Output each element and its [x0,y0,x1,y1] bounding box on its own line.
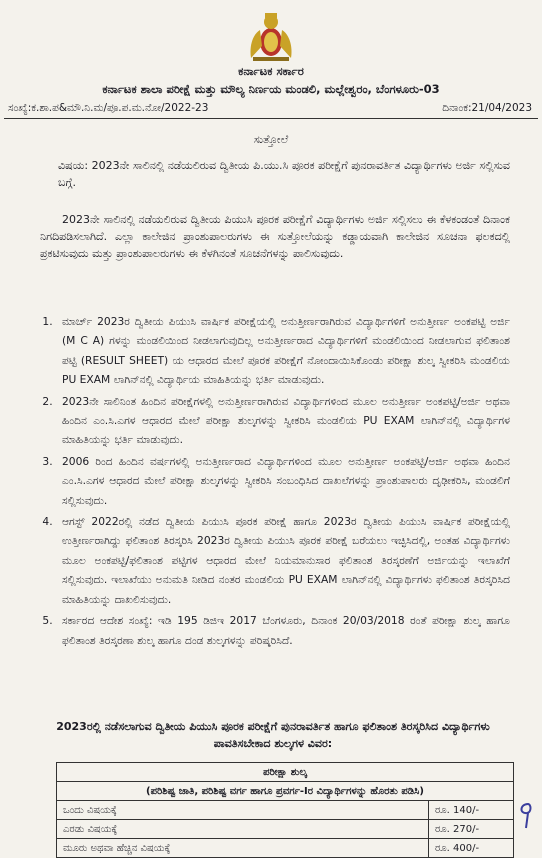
fee-label: ಎರಡು ವಿಷಯಕ್ಕೆ [57,820,429,839]
fee-amount: ರೂ. 270/- [429,820,514,839]
circular-date: ದಿನಾಂಕ:21/04/2023 [442,102,532,114]
instruction-list [0,312,510,652]
circular-title: ಸುತ್ತೋಲೆ [253,133,289,146]
fee-label: ಮೂರು ಅಥವಾ ಹೆಚ್ಚಿನ ವಿಷಯಕ್ಕೆ [57,839,429,858]
subject-line: ವಿಷಯ: 2023ನೇ ಸಾಲಿನಲ್ಲಿ ನಡೆಯಲಿರುವ ದ್ವಿತೀಯ ಪಿ.ಯು.ಸಿ ಪೂರಕ ಪರೀಕ್ಷೆಗೆ ಪುನರಾವರ್ತಿತ ವಿದ್ಯಾರ್ಥಿಗಳು ಅರ್ಜಿ ಸಲ್ಲಿಸುವ ಬಗ್ಗೆ. [58,159,510,189]
reference-row [8,102,532,118]
instruction-item: 5. ಸರ್ಕಾರದ ಆದೇಶ ಸಂಖ್ಯೆ: ಇಡಿ 195 ಡಿಜಿಇ 2017 ಬೆಂಗಳೂರು, ದಿನಾಂಕ 20/03/2018 ರಂತೆ ಪರೀಕ್ಷಾ ಶುಲ್ಕ ಹಾಗೂ ಫಲಿತಾಂಶ ತಿರಸ್ಕರಣಾ ಶುಲ್ಕ ಹಾಗೂ ದಂಡ ಶುಲ್ಕಗಳನ್ನು ಪರಿಷ್ಕರಿಸಿದೆ. [56,611,510,650]
fee-section-title: 2023ರಲ್ಲಿ ನಡೆಸಲಾಗುವ ದ್ವಿತೀಯ ಪಿಯುಸಿ ಪೂರಕ ಪರೀಕ್ಷೆಗೆ ಪುನರಾವರ್ತಿತ ಹಾಗೂ ಫಲಿತಾಂಶ ತಿರಸ್ಕರಿಸಿದ ವಿದ್ಯಾರ್ಥಿಗಳು ಪಾವತಿಸಬೇಕಾದ ಶುಲ್ಕಗಳ ವಿವರ: [56,720,490,750]
fee-table [56,762,514,858]
table-row [57,839,514,858]
instruction-item: 4. ಆಗಸ್ಟ್ 2022ರಲ್ಲಿ ನಡೆದ ದ್ವಿತೀಯ ಪಿಯುಸಿ ಪೂರಕ ಪರೀಕ್ಷೆ ಹಾಗೂ 2023ರ ದ್ವಿತೀಯ ಪಿಯುಸಿ ವಾರ್ಷಿಕ ಪರೀಕ್ಷೆಯಲ್ಲಿ ಉತ್ತೀರ್ಣರಾಗಿದ್ದು ಫಲಿತಾಂಶ ತಿರಸ್ಕರಿಸಿ 2023ರ ದ್ವಿತೀಯ ಪಿಯುಸಿ ಪೂರಕ ಪರೀಕ್ಷೆ ಬರೆಯಲು ಇಚ್ಛಿಸಿದಲ್ಲಿ, ಅಂತಹ ವಿದ್ಯಾರ್ಥಿಗಳು ಮೂಲ ಅಂಕಪಟ್ಟಿ/ಫಲಿತಾಂಶ ಪಟ್ಟಿಗಳ ಆಧಾರದ ಮೇಲೆ ನಿಯಮಾನುಸಾರ ಫಲಿತಾಂಶ ತಿರಸ್ಕರಣೆಗೆ ಅರ್ಜಿಯನ್ನು ಇಲಾಖೆಗೆ ಸಲ್ಲಿಸುವುದು. ಇಲಾಖೆಯು ಅನುಮತಿ ನೀಡಿದ ನಂತರ ಮಂಡಲಿಯ PU EXAM ಲಾಗಿನ್‌ನಲ್ಲಿ ವಿದ್ಯಾರ್ಥಿಗಳು ಫಲಿತಾಂಶ ತಿರಸ್ಕರಿಸಿದ ಮಾಹಿತಿಯನ್ನು ದಾಖಲಿಸುವುದು. [56,512,510,609]
board-name: ಕರ್ನಾಟಕ ಶಾಲಾ ಪರೀಕ್ಷೆ ಮತ್ತು ಮೌಲ್ಯ ನಿರ್ಣಯ ಮಂಡಲಿ, ಮಲ್ಲೇಶ್ವರಂ, ಬೆಂಗಳೂರು-03 [102,82,440,96]
table-row [57,801,514,820]
intro-paragraph: 2023ನೇ ಸಾಲಿನಲ್ಲಿ ನಡೆಯಲಿರುವ ದ್ವಿತೀಯ ಪಿಯುಸಿ ಪೂರಕ ಪರೀಕ್ಷೆಗೆ ವಿದ್ಯಾರ್ಥಿಗಳು ಅರ್ಜಿ ಸಲ್ಲಿಸಲು ಈ ಕೆಳಕಂಡಂತೆ ದಿನಾಂಕ ನಿಗದಿಪಡಿಸಲಾಗಿದೆ. ಎಲ್ಲಾ ಕಾಲೇಜಿನ ಪ್ರಾಂಶುಪಾಲರುಗಳು ಈ ಸುತ್ತೋಲೆಯನ್ನು ಕಡ್ಡಾಯವಾಗಿ ಕಾಲೇಜಿನ ಸೂಚನಾ ಫಲಕದಲ್ಲಿ ಪ್ರಕಟಿಸುವುದು ಮತ್ತು ಪ್ರಾಂಶುಪಾಲರುಗಳು ಈ ಕೆಳಗಿನಂತೆ ಸೂಚನೆಗಳನ್ನು ಪಾಲಿಸುವುದು. [40,213,510,260]
table-row [57,820,514,839]
karnataka-emblem-icon [243,8,299,64]
instruction-item: 2. 2023ನೇ ಸಾಲಿನಿಂತ ಹಿಂದಿನ ಪರೀಕ್ಷೆಗಳಲ್ಲಿ ಅನುತ್ತೀರ್ಣರಾಗಿರುವ ವಿದ್ಯಾರ್ಥಿಗಳಿಂದ ಮೂಲ ಅನುತ್ತೀರ್ಣ ಅಂಕಪಟ್ಟಿ/ಅರ್ಜಿ ಅಥವಾ ಹಿಂದಿನ ಎಂ.ಸಿ.ಎಗಳ ಆಧಾರದ ಮೇಲೆ ಪರೀಕ್ಷಾ ಶುಲ್ಕಗಳನ್ನು ಸ್ವೀಕರಿಸಿ ಮಂಡಲಿಯ PU EXAM ಲಾಗಿನ್‌ನಲ್ಲಿ ವಿದ್ಯಾರ್ಥಿಗಳ ಮಾಹಿತಿಯನ್ನು ಭರ್ತಿ ಮಾಡುವುದು. [56,392,510,450]
fee-table-note: (ಪರಿಶಿಷ್ಟ ಜಾತಿ, ಪರಿಶಿಷ್ಟ ವರ್ಗ ಹಾಗೂ ಪ್ರವರ್ಗ-Iರ ವಿದ್ಯಾರ್ಥಿಗಳನ್ನು ಹೊರತು ಪಡಿಸಿ) [57,782,514,801]
table-row [57,782,514,801]
instruction-item: 1. ಮಾರ್ಚ್ 2023ರ ದ್ವಿತೀಯ ಪಿಯುಸಿ ವಾರ್ಷಿಕ ಪರೀಕ್ಷೆಯಲ್ಲಿ ಅನುತ್ತೀರ್ಣರಾಗಿರುವ ವಿದ್ಯಾರ್ಥಿಗಳಿಗೆ ಅನುತ್ತೀರ್ಣ ಅಂಕಪಟ್ಟಿ ಅರ್ಜಿ (M C A) ಗಳನ್ನು ಮಂಡಲಿಯಿಂದ ನೀಡಲಾಗುವುದಿಲ್ಲ ಅನುತ್ತೀರ್ಣರಾದ ವಿದ್ಯಾರ್ಥಿಗಳಿಗೆ ಮಂಡಲಿಯಿಂದ ನೀಡಲಾಗುವ ಫಲಿತಾಂಶ ಪಟ್ಟಿ (RESULT SHEET) ಯ ಆಧಾರದ ಮೇಲೆ ಪೂರಕ ಪರೀಕ್ಷೆಗೆ ನೋಂದಾಯಿಸಿಕೊಂಡು ಪರೀಕ್ಷಾ ಶುಲ್ಕ ಸ್ವೀಕರಿಸಿ ಮಂಡಲಿಯ PU EXAM ಲಾಗಿನ್‌ನಲ್ಲಿ ವಿದ್ಯಾರ್ಥಿಯ ಮಾಹಿತಿಯನ್ನು ಭರ್ತಿ ಮಾಡುವುದು. [56,312,510,390]
table-row [57,763,514,782]
header-divider [4,118,538,119]
fee-amount: ರೂ. 400/- [429,839,514,858]
instruction-item: 3. 2006 ರಿಂದ ಹಿಂದಿನ ವರ್ಷಗಳಲ್ಲಿ ಅನುತ್ತೀರ್ಣರಾದ ವಿದ್ಯಾರ್ಥಿಗಳಿಂದ ಮೂಲ ಅನುತ್ತೀರ್ಣ ಅಂಕಪಟ್ಟಿ/ಅರ್ಜಿ ಅಥವಾ ಹಿಂದಿನ ಎಂ.ಸಿ.ಎಗಳ ಆಧಾರದ ಮೇಲೆ ಪರೀಕ್ಷಾ ಶುಲ್ಕಗಳನ್ನು ಸ್ವೀಕರಿಸಿ ಸಂಬಂಧಿಸಿದ ದಾಖಲೆಗಳನ್ನು ಪ್ರಾಂಶುಪಾಲರು ದೃಢೀಕರಿಸಿ, ಮಂಡಲಿಗೆ ಸಲ್ಲಿಸುವುದು. [56,452,510,510]
fee-table-header: ಪರೀಕ್ಷಾ ಶುಲ್ಕ [57,763,514,782]
handwritten-mark-icon [516,800,536,830]
fee-label: ಒಂದು ವಿಷಯಕ್ಕೆ [57,801,429,820]
government-name: ಕರ್ನಾಟಕ ಸರ್ಕಾರ [238,64,304,78]
reference-number: ಸಂಖ್ಯೆ:ಕ.ಶಾ.ಪ&ಮೌ.ನಿ.ಮ/ಪೂ.ಪ.ಮ.ನೋ/2022-23 [8,102,209,114]
fee-amount: ರೂ. 140/- [429,801,514,820]
